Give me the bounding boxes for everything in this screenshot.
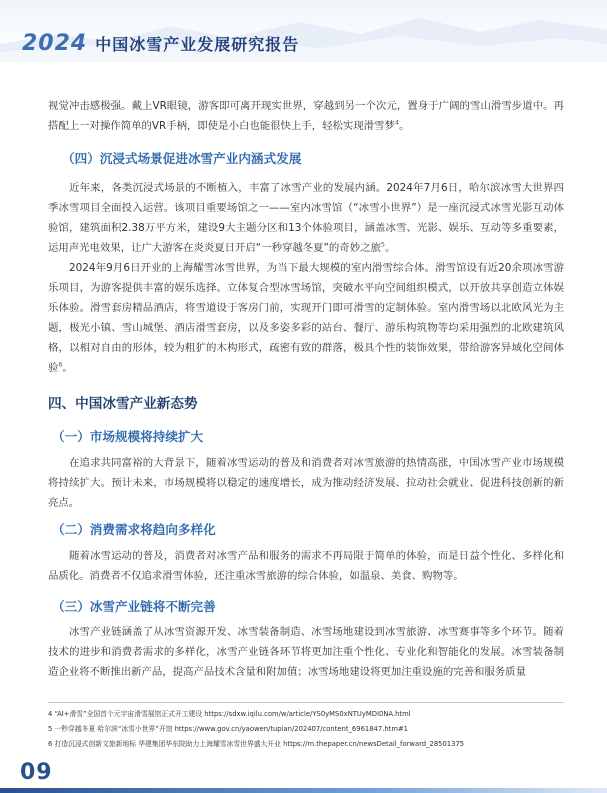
paragraph-consumer-demand: 随着冰雪运动的普及，消费者对冰雪产品和服务的需求不再局限于简单的体验，而是日益个性化、多样化和品质化。消费者不仅追求滑雪体验，还注重冰雪旅游的综合体验，如温泉、美食、购物等。 (48, 550, 564, 582)
subsection-heading-3: （三）冰雪产业链将不断完善 (52, 599, 216, 614)
paragraph-market-scale: 在追求共同富裕的大背景下，随着冰雪运动的普及和消费者对冰雪旅游的热情高涨，中国冰雪产业市场规模将持续扩大。预计未来，市场规模将以稳定的速度增长，成为推动经济发展、拉动社会就业、促进科技创新的新亮点。 (48, 457, 564, 509)
report-brand (22, 30, 299, 56)
paragraph-harbin-ice-world: 近年来，各类沉浸式场景的不断植入，丰富了冰雪产业的发展内涵。2024年7月6日，哈尔滨冰雪大世界四季冰雪项目全面投入运营。该项目重要场馆之一——室内冰雪馆（“冰雪小世界”）是一座沉浸式冰雪光影互动体验馆，建筑面积2.38万平方米，建设9大主题分区和13个体验项目，涵盖冰雪、光影、娱乐、互动等多重要素，运用声光电效果，让广大游客在炎炎夏日开启“一秒穿越冬夏”的奇妙之旅$^5$。 (48, 182, 564, 254)
bottom-accent-bar (0, 788, 607, 793)
footnote-ref-4: 4 (394, 118, 399, 127)
report-year: 2024 (22, 31, 88, 56)
footnote-5: 5 一秒穿越冬夏 哈尔滨“冰雪小世界”开馆 https://www.gov.cn/yaowen/tupian/202407/content_6961847.htm#1 (48, 725, 408, 733)
section-heading-4: （四）沉浸式场景促进冰雪产业内涵式发展 (62, 151, 302, 166)
report-title: 中国冰雪产业发展研究报告 (95, 35, 300, 54)
chapter-heading-4: 四、中国冰雪产业新态势 (48, 396, 198, 412)
footnote-6: 6 打造沉浸式创新文旅新地标 华建集团华东院助力上海耀雪冰雪世界盛大开业 https://m.thepaper.cn/newsDetail_forward_28501375 (48, 740, 465, 748)
footnote-ref-6: 6 (58, 360, 63, 369)
footnotes (48, 707, 578, 752)
paragraph-vr-continuation: 视觉冲击感极强。戴上VR眼镜，游客即可离开现实世界，穿越到另一个次元，置身于广阔的雪山滑雪步道中。再搭配上一对操作简单的VR手柄，即使是小白也能很快上手，轻松实现滑雪梦$^4$。 (48, 100, 564, 132)
page-number: 09 (20, 760, 53, 785)
footnote-ref-5: 5 (380, 240, 386, 249)
footnote-4: 4 “AI+滑雪”全国首个元宇宙滑雪展馆正式开工建设 https://sdxw.iqilu.com/w/article/YS0yMS0xNTUyMDI0NA.html (48, 710, 411, 718)
page-header (0, 0, 607, 62)
paragraph-industry-chain: 冰雪产业链涵盖了从冰雪资源开发、冰雪装备制造、冰雪场地建设到冰雪旅游、冰雪赛事等多个环节。随着技术的进步和消费者需求的多样化，冰雪产业链各环节将更加注重个性化、专业化和智能化的发展。冰雪装备制造企业将不断推出新产品，提高产品技术含量和附加值；冰雪场地建设将更加注重设施的完善和服务质量 (48, 626, 564, 678)
subsection-heading-1: （一）市场规模将持续扩大 (52, 429, 204, 444)
paragraph-shanghai-snow-world: 2024年9月6日开业的上海耀雪冰雪世界，为当下最大规模的室内滑雪综合体。滑雪馆设有近20余项冰雪游乐项目，为游客提供丰富的娱乐选择。立体复合型冰雪场馆，突破水平向空间组织模式，以开放共享创造立体娱乐体验。滑雪套房精品酒店，将雪道设于客房门前，实现开门即可滑雪的定制体验。室内滑雪场以北欧风光为主题，极光小镇、雪山城堡、酒店滑雪套房，以及多姿多彩的站台、餐厅、游乐构筑物等均采用强烈的北欧建筑风格，以相对自由的形体，较为粗犷的木构形式，疏密有致的群落，极具个性的装饰效果，带给游客异域化空间体验$^6$。 (48, 262, 564, 374)
footnote-divider (48, 702, 564, 703)
subsection-heading-2: （二）消费需求将趋向多样化 (52, 522, 216, 537)
